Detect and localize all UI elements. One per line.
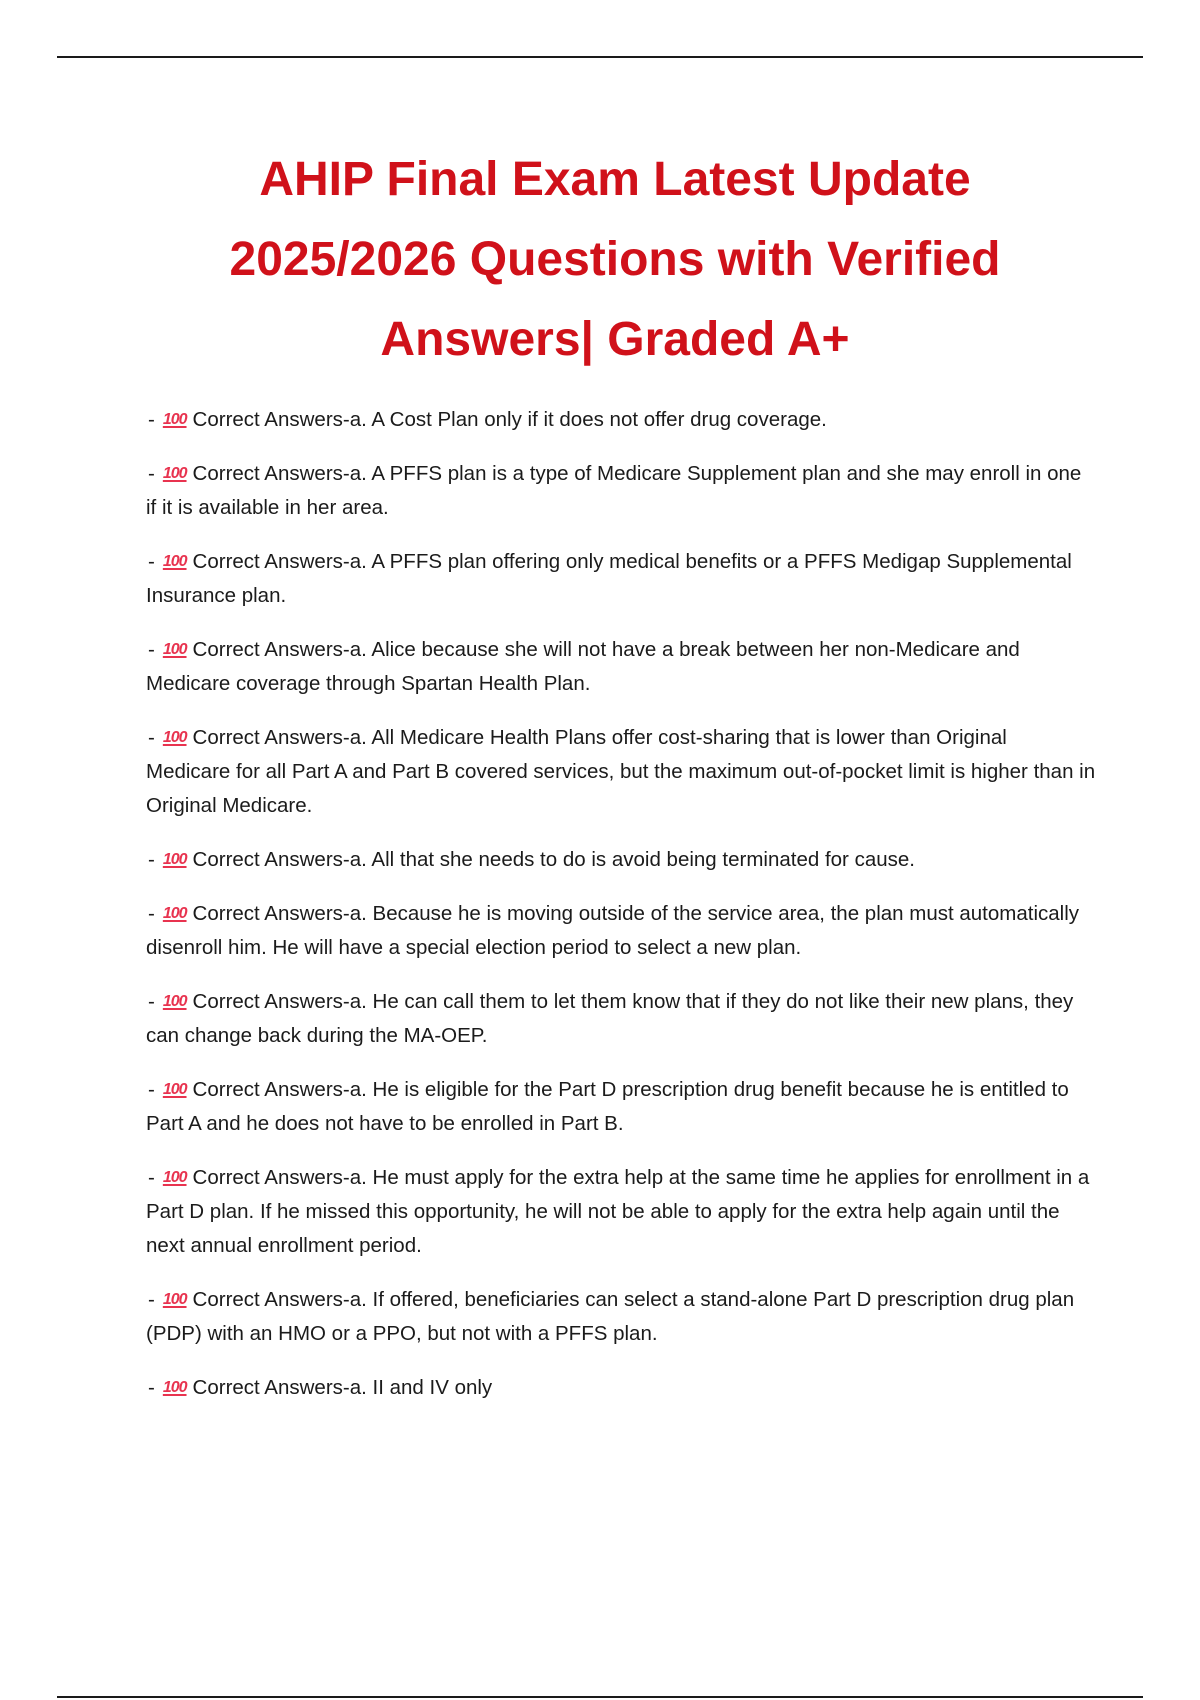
answer-text: Correct Answers-a. A PFFS plan is a type of Medicare Supplement plan and she may enroll in one if it is available in her area. xyxy=(146,462,1082,519)
list-dash: - xyxy=(148,550,155,573)
list-dash: - xyxy=(148,990,155,1013)
list-dash: - xyxy=(148,1166,155,1189)
hundred-points-icon: 100 xyxy=(162,993,187,1010)
list-item xyxy=(146,1283,1096,1351)
list-item xyxy=(146,1161,1096,1263)
list-item xyxy=(146,985,1096,1053)
page-title: AHIP Final Exam Latest Update 2025/2026 Questions with Verified Answers| Graded A+ xyxy=(229,153,1001,366)
answer-text: Correct Answers-a. A Cost Plan only if it does not offer drug coverage. xyxy=(192,408,827,431)
hundred-points-icon: 100 xyxy=(162,1169,187,1186)
list-item xyxy=(146,897,1096,965)
answer-text: Correct Answers-a. All Medicare Health Plans offer cost-sharing that is lower than Original Medicare for all Part A and Part B covered services, but the maximum out-of-pocket limit is higher than in Original Medicare. xyxy=(146,726,1096,817)
hundred-points-icon: 100 xyxy=(162,851,187,868)
answer-text: Correct Answers-a. He is eligible for the Part D prescription drug benefit because he is entitled to Part A and he does not have to be enrolled in Part B. xyxy=(146,1078,1069,1135)
list-item xyxy=(146,1371,1096,1405)
hundred-points-icon: 100 xyxy=(162,411,187,428)
list-dash: - xyxy=(148,462,155,485)
answer-text: Correct Answers-a. He can call them to let them know that if they do not like their new plans, they can change back during the MA-OEP. xyxy=(146,990,1074,1047)
answer-text: Correct Answers-a. Because he is moving outside of the service area, the plan must automatically disenroll him. He will have a special election period to select a new plan. xyxy=(146,902,1080,959)
hundred-points-icon: 100 xyxy=(162,641,187,658)
list-item xyxy=(146,1073,1096,1141)
hundred-points-icon: 100 xyxy=(162,905,187,922)
list-item xyxy=(146,633,1096,701)
list-item xyxy=(146,457,1096,525)
answer-text: Correct Answers-a. If offered, beneficiaries can select a stand-alone Part D prescription drug plan (PDP) with an HMO or a PPO, but not with a PFFS plan. xyxy=(146,1288,1075,1345)
hundred-points-icon: 100 xyxy=(162,1081,187,1098)
answer-text: Correct Answers-a. All that she needs to do is avoid being terminated for cause. xyxy=(192,848,915,871)
bottom-rule xyxy=(57,1696,1143,1698)
hundred-points-icon: 100 xyxy=(162,553,187,570)
list-dash: - xyxy=(148,1376,155,1399)
list-item xyxy=(146,403,1096,437)
hundred-points-icon: 100 xyxy=(162,1379,187,1396)
list-item xyxy=(146,843,1096,877)
answer-list xyxy=(146,403,1096,1425)
answer-text: Correct Answers-a. II and IV only xyxy=(192,1376,493,1399)
hundred-points-icon: 100 xyxy=(162,465,187,482)
list-dash: - xyxy=(148,726,155,749)
list-dash: - xyxy=(148,1078,155,1101)
list-dash: - xyxy=(148,1288,155,1311)
list-dash: - xyxy=(148,848,155,871)
answer-text: Correct Answers-a. Alice because she will not have a break between her non-Medicare and Medicare coverage through Spartan Health Plan. xyxy=(146,638,1020,695)
top-rule xyxy=(57,56,1143,58)
list-dash: - xyxy=(148,638,155,661)
answer-text: Correct Answers-a. A PFFS plan offering only medical benefits or a PFFS Medigap Supplemental Insurance plan. xyxy=(146,550,1072,607)
list-item xyxy=(146,545,1096,613)
hundred-points-icon: 100 xyxy=(162,729,187,746)
list-item xyxy=(146,721,1096,823)
hundred-points-icon: 100 xyxy=(162,1291,187,1308)
answer-text: Correct Answers-a. He must apply for the extra help at the same time he applies for enrollment in a Part D plan. If he missed this opportunity, he will not be able to apply for the extra help again until the next annual enrollment period. xyxy=(146,1166,1090,1257)
list-dash: - xyxy=(148,902,155,925)
list-dash: - xyxy=(148,408,155,431)
